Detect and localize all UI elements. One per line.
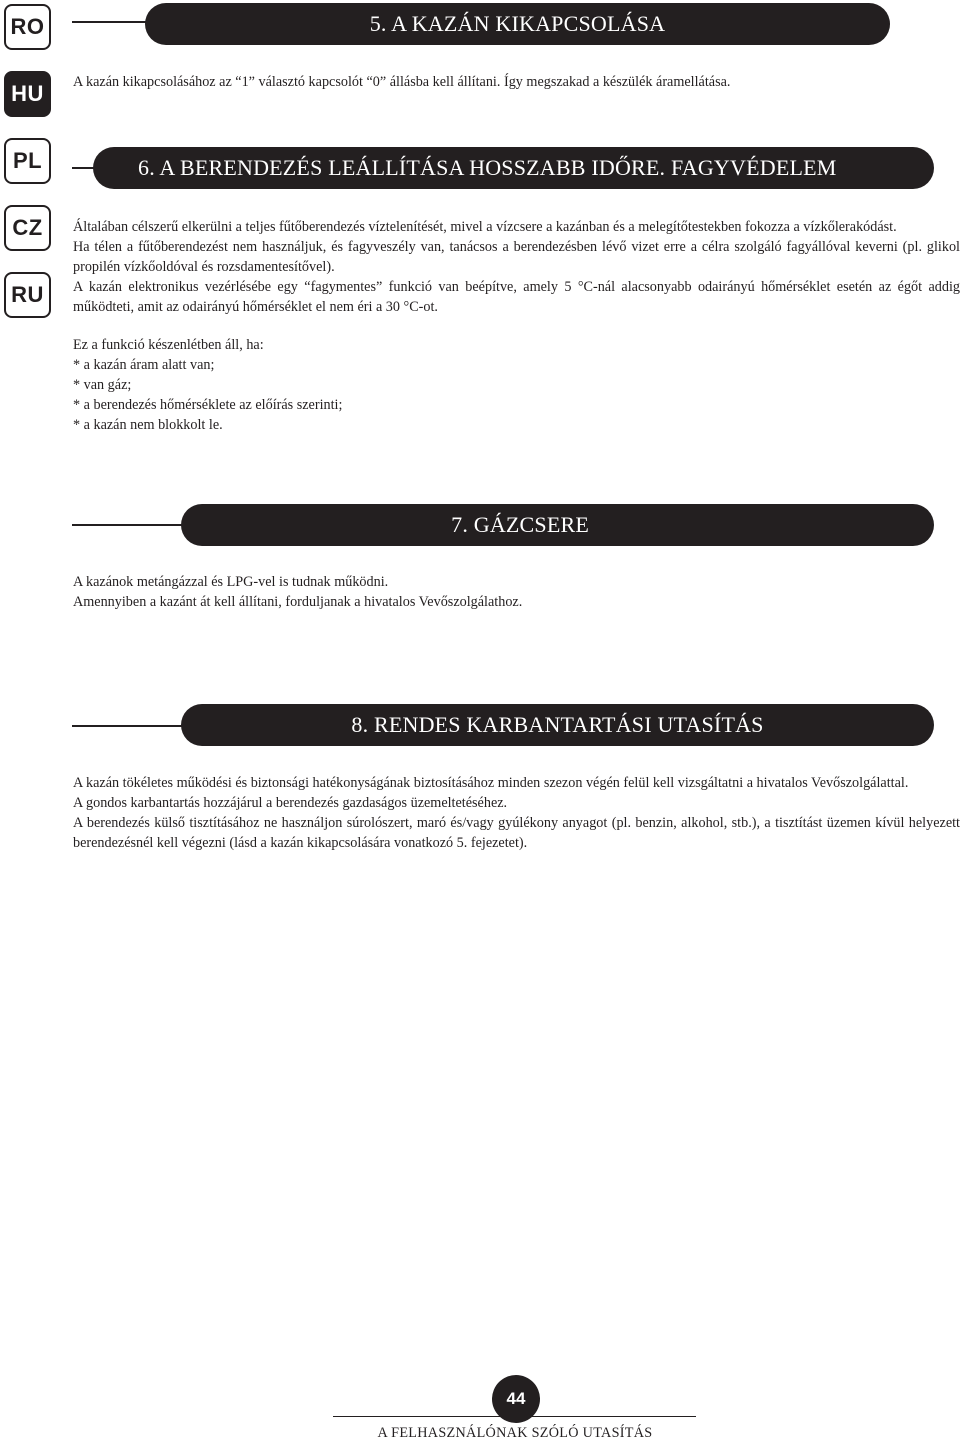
language-tab-ru[interactable]: RU	[4, 272, 51, 318]
page-number: 44	[492, 1375, 540, 1423]
section-6-paragraph: Ha télen a fűtőberendezést nem használjuk, és fagyveszély van, tanácsos a berendezésben lévő vizet erre a célra szolgáló fagyállóval keverni (pl. glikol propilén vízkőoldóval és rozsdamentesítővel).	[73, 239, 960, 275]
section-6-list-item: * a kazán nem blokkolt le.	[73, 417, 223, 433]
footer-rule	[333, 1416, 696, 1417]
section-6-condition-list	[73, 335, 960, 435]
section-7-heading: 7. GÁZCSERE	[181, 504, 934, 546]
section-6-heading: 6. A BERENDEZÉS LEÁLLÍTÁSA HOSSZABB IDŐRE. FAGYVÉDELEM	[93, 147, 934, 189]
section-8-body	[73, 773, 960, 853]
section-7-line: Amennyiben a kazánt át kell állítani, forduljanak a hivatalos Vevőszolgálathoz.	[73, 594, 523, 610]
section-7-body	[73, 572, 960, 612]
section-5-line: A kazán kikapcsolásához az “1” választó kapcsolót “0” állásba kell állítani. Így megszakad a készülék áramellátása.	[73, 74, 731, 90]
language-tab-cz[interactable]: CZ	[4, 205, 51, 251]
section-5-heading: 5. A KAZÁN KIKAPCSOLÁSA	[145, 3, 890, 45]
language-tab-hu[interactable]: HU	[4, 71, 51, 117]
section-6-paragraph: A kazán elektronikus vezérlésébe egy “fagymentes” funkció van beépítve, amely 5 °C-nál alacsonyabb odairányú hőmérséklet esetén az égőt addig működteti, amit az odairányú hőmérséklet el nem éri a 30 °C-ot.	[73, 279, 960, 315]
language-tab-pl[interactable]: PL	[4, 138, 51, 184]
section-5-body	[73, 72, 960, 92]
section-8-heading: 8. RENDES KARBANTARTÁSI UTASÍTÁS	[181, 704, 934, 746]
section-8-line: A kazán tökéletes működési és biztonsági hatékonyságának biztosításához minden szezon végén felül kell vizsgáltatni a hivatalos Vevőszolgálattal.	[73, 775, 909, 791]
section-6-list-intro: Ez a funkció készenlétben áll, ha:	[73, 337, 264, 353]
section-8-line: A berendezés külső tisztításához ne használjon súrolószert, maró és/vagy gyúlékony anyagot (pl. benzin, alkohol, stb.), a tisztítást üzemen kívül helyezett berendezésnél kell végezni (lásd a kazán kikapcsolására vonatkozó 5. fejezetet).	[73, 815, 960, 851]
section-6-body	[73, 217, 960, 317]
language-tab-ro[interactable]: RO	[4, 4, 51, 50]
section-6-list-item: * a kazán áram alatt van;	[73, 357, 215, 373]
section-6-paragraph: Általában célszerű elkerülni a teljes fűtőberendezés víztelenítését, mivel a vízcsere a kazánban és a melegítőtestekben fokozza a vízkőlerakódást.	[73, 219, 897, 235]
section-7-line: A kazánok metángázzal és LPG-vel is tudnak működni.	[73, 574, 389, 590]
footer-title: A FELHASZNÁLÓNAK SZÓLÓ UTASÍTÁS	[377, 1425, 653, 1441]
section-6-list-item: * van gáz;	[73, 377, 132, 393]
section-8-line: A gondos karbantartás hozzájárul a berendezés gazdaságos üzemeltetéséhez.	[73, 795, 508, 811]
section-6-list-item: * a berendezés hőmérséklete az előírás szerinti;	[73, 397, 343, 413]
